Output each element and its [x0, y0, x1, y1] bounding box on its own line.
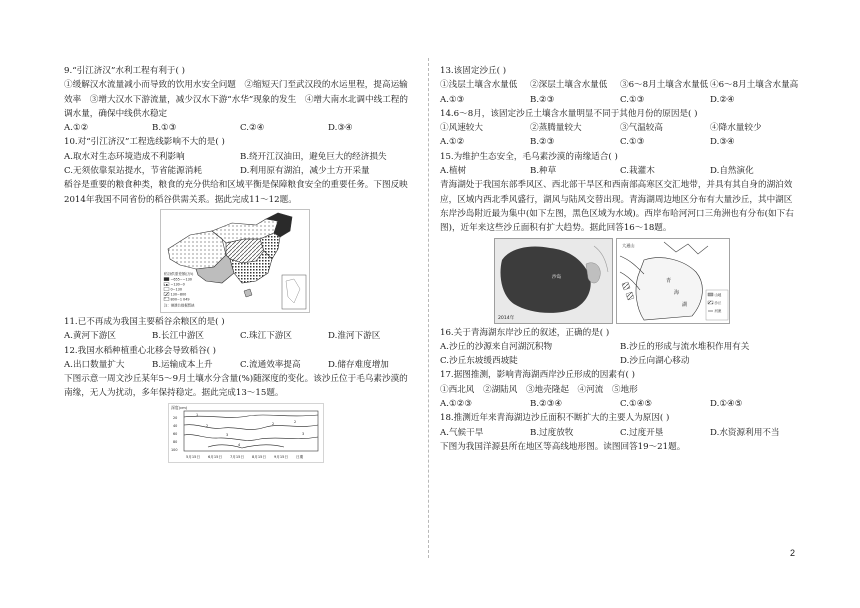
contour-label-4: 4 [238, 442, 241, 447]
q13-item-3: ③6～8月土壤含水量低 [620, 80, 709, 91]
q12-option-a[interactable]: A.出口数量扩大 [64, 359, 125, 370]
q13-stem: 13.该固定沙丘( ) [440, 66, 507, 76]
intro-11-12: 稻谷是重要的粮食种类，粮食的充分供给和区域平衡是保障粮食安全的重要任务。下图反映2014年我国不同省份的稻谷供需关系。据此完成11～12题。 [64, 180, 408, 205]
q16-option-a[interactable]: A.沙丘的沙源来自河湖沉积物 [440, 341, 553, 352]
chart-plot-area [184, 411, 318, 451]
q16-options-row1 [440, 340, 800, 354]
q13-options [440, 78, 800, 92]
column-divider [428, 58, 429, 558]
q11-option-a[interactable]: A.黄河下游区 [64, 331, 116, 342]
map-legend-item-2: −130~0 [170, 282, 185, 287]
q15-option-c[interactable]: C.栽灌木 [620, 166, 655, 177]
qinghai-lake-figures [494, 238, 730, 324]
q13-item-1: ①浅层土壤含水量低 [440, 80, 518, 91]
q12-option-b[interactable]: B.运输成本上升 [152, 359, 213, 370]
chart-xlabel: 日期 [296, 454, 304, 459]
q10-options-row1 [64, 150, 416, 164]
q9-option-d[interactable]: D.③④ [328, 123, 353, 134]
chart-ytick-3: 60 [173, 431, 178, 436]
q11-stem: 11.已不再成为我国主要稻谷余粮区的是( ) [64, 316, 225, 327]
delta-legend-dune: 沙丘 [714, 300, 722, 305]
delta-legend-mountain: 山地 [714, 292, 722, 297]
q12-stem: 12.我国水稻种植重心北移会导致稻谷( ) [64, 345, 217, 356]
chart-xtick-2: 6月15日 [208, 454, 223, 459]
chart-ytick-4: 80 [173, 439, 178, 444]
q14-item-2: ②蒸腾量较大 [530, 123, 582, 134]
left-column [64, 64, 416, 465]
map-legend-title: 稻谷供需差额(万t) [164, 271, 194, 276]
delta-legend-river: 河流 [714, 308, 722, 313]
q18-option-c[interactable]: C.过度开垦 [620, 427, 664, 438]
q14-option-a[interactable]: A.①② [440, 137, 465, 148]
contour-label-6: 2 [294, 419, 297, 424]
map-legend-note: 注：港澳台数据暂缺 [164, 303, 195, 308]
q16-option-d[interactable]: D.沙丘向湖心移动 [620, 356, 690, 367]
chart-ylabel: 深度(cm) [171, 404, 188, 410]
q17-options [440, 397, 800, 411]
contour-label-3: 3 [226, 432, 229, 437]
rice-supply-map [160, 209, 310, 313]
q12-option-c[interactable]: C.流通效率提高 [240, 359, 301, 370]
q9-option-a[interactable]: A.①② [64, 123, 89, 134]
q10-stem: 10.对“引江济汉”工程选线影响不大的是( ) [64, 137, 225, 148]
q14-items [440, 121, 800, 135]
satellite-label-year: 2014年 [498, 315, 515, 321]
chart-ytick-5: 100 [171, 447, 178, 452]
q17-option-d[interactable]: D.①④⑤ [710, 399, 743, 410]
contour-label-5: 2 [272, 421, 275, 426]
intro-19-21: 下图为我国洋源县所在地区等高线地形图。读图回答19～21题。 [440, 441, 686, 452]
q16-options-row2 [440, 354, 800, 368]
q10-option-b[interactable]: B.绕开江汉油田，避免巨大的经济损失 [240, 151, 387, 162]
q11-options [64, 329, 416, 343]
q13-option-d[interactable]: D.②④ [710, 94, 735, 105]
q12-option-d[interactable]: D.储存难度增加 [328, 359, 389, 370]
q17-stem: 17.据图推测，影响青海湖西岸沙丘形成的因素有( ) [440, 370, 635, 381]
q13-option-a[interactable]: A.①③ [440, 94, 465, 105]
map-inset-box [282, 275, 306, 309]
contour-label-2: 2 [206, 423, 209, 428]
q15-stem: 15.为维护生态安全，毛乌素沙漠的南缘适合( ) [440, 151, 618, 162]
q18-options [440, 426, 800, 440]
q10-option-c[interactable]: C.无须依靠泵站提水，节省能源消耗 [64, 166, 202, 177]
q14-option-d[interactable]: D.③④ [710, 137, 735, 148]
right-column [440, 64, 800, 454]
q17-option-a[interactable]: A.①②③ [440, 399, 473, 410]
chart-xtick-3: 7月15日 [230, 454, 245, 459]
q9-option-b[interactable]: B.①③ [152, 123, 177, 134]
q15-options [440, 164, 800, 178]
chart-ytick-1: 20 [173, 415, 178, 420]
delta-lake-char-3: 湖 [682, 301, 688, 308]
map-legend-item-4: 130~800 [170, 292, 187, 297]
q14-option-b[interactable]: B.②③ [530, 137, 555, 148]
chart-xtick-5: 9月15日 [274, 454, 289, 459]
q13-option-b[interactable]: B.②③ [530, 94, 555, 105]
qinghai-lake-figure-pair [494, 238, 730, 324]
q10-option-d[interactable]: D.利用原有湖泊，减少土方开采量 [240, 166, 370, 177]
chart-ytick-2: 40 [173, 423, 178, 428]
q11-option-d[interactable]: D.淮河下游区 [328, 331, 381, 342]
q10-option-a[interactable]: A.取水对生态环境造成不利影响 [64, 151, 185, 162]
q17-items: ①西北风 ②湖陆风 ③地壳隆起 ④河流 ⑤地形 [440, 384, 638, 395]
map-legend-item-1: −655~−130 [170, 277, 192, 282]
q15-option-b[interactable]: B.种草 [530, 166, 557, 177]
q14-item-3: ③气温较高 [620, 123, 663, 134]
q13-item-4: ④6～8月土壤含水量高 [710, 80, 799, 91]
q18-option-a[interactable]: A.气候干旱 [440, 427, 484, 438]
q16-stem: 16.关于青海湖东岸沙丘的叙述，正确的是( ) [440, 327, 610, 338]
chart-xtick-1: 5月15日 [186, 454, 201, 459]
q16-option-b[interactable]: B.沙丘的形成与流水堆积作用有关 [620, 341, 750, 352]
q14-choices [440, 135, 800, 149]
q16-option-c[interactable]: C.沙丘东坡缓西坡陡 [440, 356, 518, 367]
map-legend-item-5: 800~1 049 [170, 297, 190, 302]
q13-item-2: ②深层土壤含水量低 [530, 80, 608, 91]
intro-16-18: 青海湖处于我国东部季风区、西北部干旱区和西南部高寒区交汇地带，并具有其自身的湖泊效应，区域内西北季风盛行，湖风与陆风交替出现。青海湖周边地区分布有大量沙丘，其中湖区东岸沙岛附近最为集中(如下左图，黑色区域为水域)。西岸布哈河河口三角洲也有分布(如下右图)，近年来这些沙丘面积有扩大趋势。据此回答16～18题。 [440, 180, 794, 234]
q10-options-row2 [64, 164, 416, 178]
intro-13-15: 下图示意一周文沙丘某年5～9月土壤水分含量(%)随深度的变化。该沙丘位于毛乌素沙漠的南缘，无人为扰动，多年保持稳定。据此完成13～15题。 [64, 374, 408, 399]
q15-option-a[interactable]: A.植树 [440, 166, 467, 177]
china-map-figure [160, 209, 310, 313]
q18-option-d[interactable]: D.水资源利用不当 [710, 427, 780, 438]
q14-item-4: ④降水量较少 [710, 123, 762, 134]
q9-body: ①缓解汉水流量减小而导致的饮用水安全问题 ②缩短天门至武汉段的水运里程，提高运输效率 ③增大汉水下游流量，减少汉水下游“水华”现象的发生 ④增大南水北调中线工程的调水量，确保中线供水稳定 [64, 80, 408, 119]
q18-stem: 18.推测近年来青海湖边沙丘面积不断扩大的主要人为原因( ) [440, 413, 670, 424]
map-legend-item-3: 0~130 [170, 287, 182, 292]
q9-options [64, 121, 416, 135]
page-number: 2 [790, 548, 796, 558]
chart-xtick-4: 8月15日 [252, 454, 267, 459]
delta-lake-char-2: 海 [674, 289, 680, 296]
soil-moisture-chart [168, 403, 324, 463]
contour-label-1: 1 [196, 412, 199, 417]
q9-stem: 9.“引江济汉”水利工程有利于( ) [64, 66, 185, 76]
q14-option-c[interactable]: C.①③ [620, 137, 645, 148]
q13-option-c[interactable]: C.①③ [620, 94, 645, 105]
soil-moisture-contour-figure [168, 403, 324, 463]
q17-option-c[interactable]: C.①④⑤ [620, 399, 653, 410]
q11-option-c[interactable]: C.珠江下游区 [240, 331, 292, 342]
q12-options [64, 358, 416, 372]
q11-option-b[interactable]: B.长江中游区 [152, 331, 205, 342]
satellite-label-island: 沙岛 [552, 274, 562, 280]
contour-label-7: 3 [302, 431, 305, 436]
q13-choices [440, 93, 800, 107]
q14-item-1: ①风速较大 [440, 123, 483, 134]
delta-lake-char-1: 青 [666, 277, 672, 284]
q9-option-c[interactable]: C.②④ [240, 123, 265, 134]
q14-stem: 14.6～8月，该固定沙丘土壤含水量明显不同于其他月份的原因是( ) [440, 108, 698, 119]
delta-label-mountain: 大通山 [622, 242, 635, 248]
q17-option-b[interactable]: B.②③④ [530, 399, 563, 410]
q18-option-b[interactable]: B.过度放牧 [530, 427, 574, 438]
q15-option-d[interactable]: D.自然演化 [710, 166, 754, 177]
